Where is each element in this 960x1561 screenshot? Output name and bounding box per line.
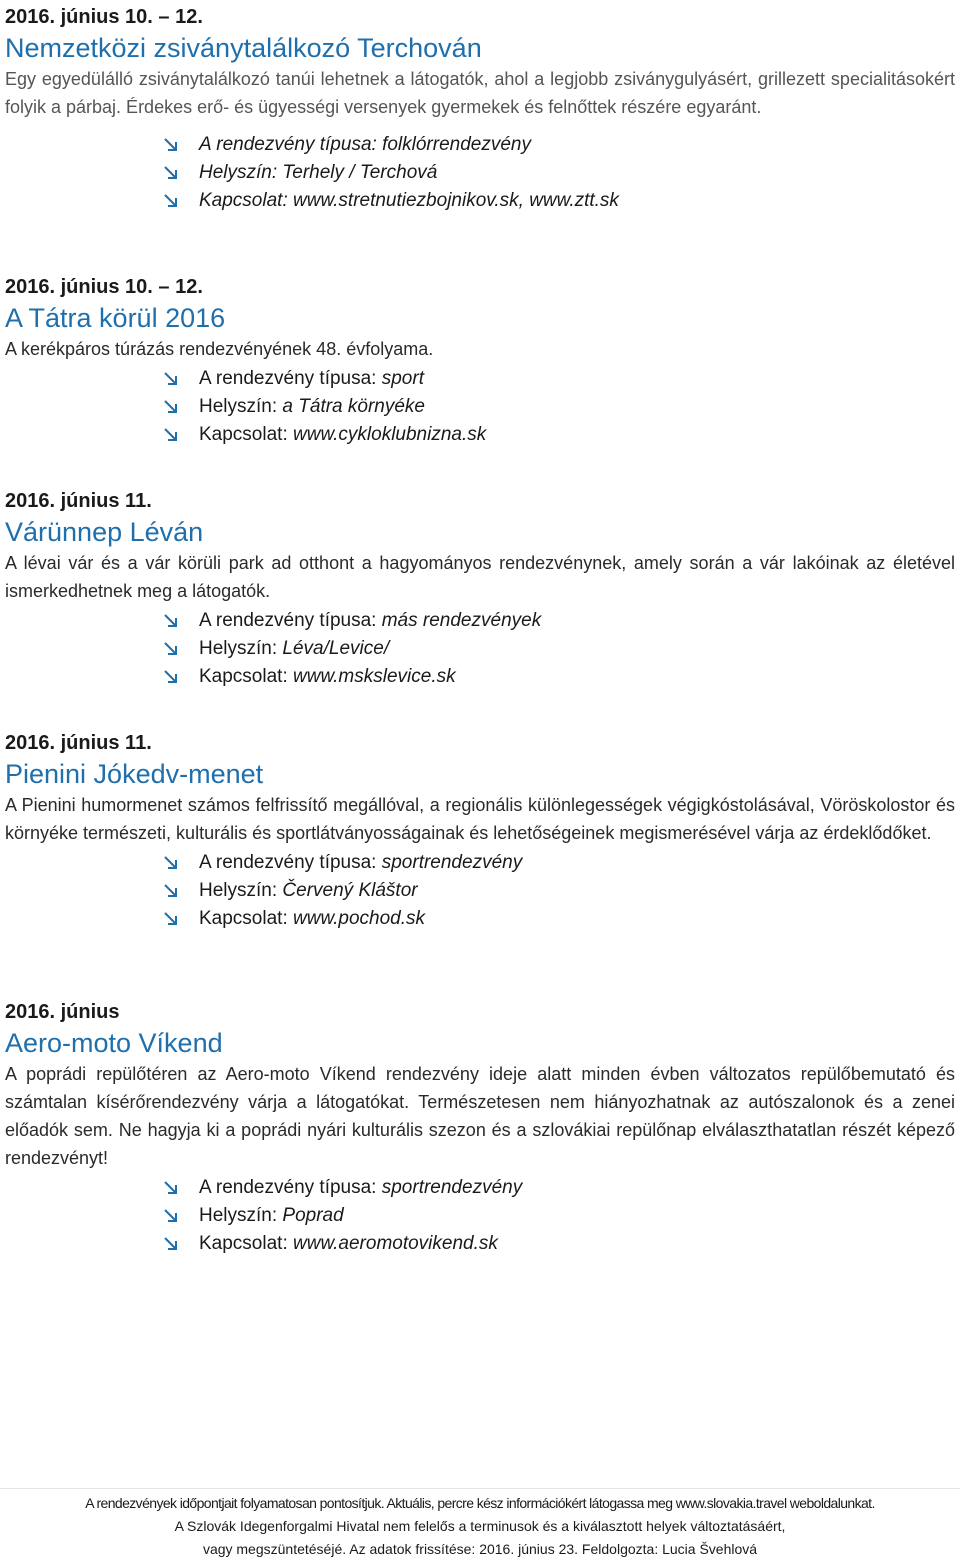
- event-contact-label: Kapcsolat:: [199, 666, 288, 687]
- event-contact-row: [163, 905, 955, 933]
- arrow-down-right-icon: [163, 427, 179, 443]
- event-2: [5, 276, 955, 449]
- arrow-down-right-icon: [163, 1236, 179, 1252]
- arrow-down-right-icon: [163, 669, 179, 685]
- event-place-label: Helyszín:: [199, 880, 278, 901]
- event-contact-link[interactable]: www.stretnutiezbojnikov.sk, www.ztt.sk: [293, 190, 619, 211]
- event-details: [5, 131, 955, 215]
- event-contact-label: Kapcsolat:: [199, 908, 288, 929]
- event-3: [5, 490, 955, 691]
- arrow-down-right-icon: [163, 137, 179, 153]
- arrow-down-right-icon: [163, 855, 179, 871]
- arrow-down-right-icon: [163, 613, 179, 629]
- event-type-label: A rendezvény típusa:: [199, 134, 377, 155]
- event-details: [5, 849, 955, 933]
- event-place-value: Terhely / Terchová: [282, 162, 438, 183]
- event-title: Várünnep Léván: [5, 517, 204, 547]
- footer-line-3: vagy megszüntetéséjé. Az adatok frissítése: 2016. június 23. Feldolgozta: Lucia Švehlová: [202, 1541, 758, 1557]
- event-type-row: [163, 365, 955, 393]
- arrow-down-right-icon: [163, 165, 179, 181]
- arrow-down-right-icon: [163, 883, 179, 899]
- event-type-label: A rendezvény típusa:: [199, 368, 377, 389]
- event-type-row: [163, 1174, 955, 1202]
- event-description: A kerékpáros túrázás rendezvényének 48. évfolyama.: [5, 339, 434, 359]
- event-type-value: folklórrendezvény: [382, 134, 531, 155]
- event-date: 2016. június: [5, 1001, 120, 1023]
- arrow-down-right-icon: [163, 399, 179, 415]
- event-type-row: [163, 849, 955, 877]
- arrow-down-right-icon: [163, 1180, 179, 1196]
- event-place-row: [163, 393, 955, 421]
- event-details: [5, 607, 955, 691]
- page-footer: [0, 1492, 960, 1561]
- event-title: A Tátra körül 2016: [5, 303, 226, 333]
- event-contact-link[interactable]: www.pochod.sk: [293, 908, 426, 929]
- event-title: Aero-moto Víkend: [5, 1028, 223, 1058]
- event-place-value: Léva/Levice/: [282, 638, 390, 659]
- arrow-down-right-icon: [163, 371, 179, 387]
- event-place-label: Helyszín:: [199, 396, 278, 417]
- event-type-value: sport: [381, 368, 424, 389]
- event-contact-row: [163, 187, 955, 215]
- event-contact-row: [163, 1230, 955, 1258]
- arrow-down-right-icon: [163, 641, 179, 657]
- event-date: 2016. június 11.: [5, 732, 152, 754]
- event-place-label: Helyszín:: [199, 162, 278, 183]
- arrow-down-right-icon: [163, 193, 179, 209]
- event-description: A Pienini humormenet számos felfrissítő megállóval, a regionális különlegességek végigkóstolásával, Vöröskolostor és környéke természeti, kulturális és sportlátványosságainak és lehetőségeinek megismerésével várja az érdeklődőket.: [5, 795, 955, 843]
- event-date: 2016. június 10. – 12.: [5, 276, 203, 298]
- event-details: [5, 365, 955, 449]
- event-type-row: [163, 131, 955, 159]
- event-contact-label: Kapcsolat:: [199, 424, 288, 445]
- event-description: A poprádi repülőtéren az Aero-moto Víkend rendezvény ideje alatt minden évben változatos repülőbemutató és számtalan kísérőrendezvény várja a látogatókat. Természetesen nem hiányozhatnak az autószalonok és a zenei előadók sem. Ne hagyja ki a poprádi nyári kulturális szezon és a szlovákiai repülőnap elválaszthatatlan részét képező rendezvényt!: [5, 1064, 955, 1168]
- footer-divider: [0, 1488, 960, 1489]
- event-contact-row: [163, 663, 955, 691]
- event-place-label: Helyszín:: [199, 638, 278, 659]
- event-type-value: más rendezvények: [381, 610, 542, 631]
- event-place-label: Helyszín:: [199, 1205, 278, 1226]
- footer-line-1: A rendezvények időpontjait folyamatosan pontosítjuk. Aktuális, percre kész információkért látogassa meg www.slovakia.travel weboldalunkat.: [85, 1495, 875, 1511]
- arrow-down-right-icon: [163, 911, 179, 927]
- event-contact-label: Kapcsolat:: [199, 190, 288, 211]
- event-place-value: a Tátra környéke: [282, 396, 425, 417]
- event-contact-row: [163, 421, 955, 449]
- event-5: [5, 1001, 955, 1258]
- event-description: Egy egyedülálló zsiványtalálkozó tanúi lehetnek a látogatók, ahol a legjobb zsiványgulyásért, grillezett specialitásokért folyik a párbaj. Érdekes erő- és ügyességi versenyek gyermekek és felnőttek részére egyaránt.: [5, 69, 955, 117]
- event-contact-label: Kapcsolat:: [199, 1233, 288, 1254]
- event-date: 2016. június 10. – 12.: [5, 6, 203, 28]
- event-contact-link[interactable]: www.cykloklubnizna.sk: [293, 424, 487, 445]
- event-place-row: [163, 159, 955, 187]
- event-type-value: sportrendezvény: [381, 1177, 523, 1198]
- event-type-value: sportrendezvény: [381, 852, 523, 873]
- event-description: A lévai vár és a vár körüli park ad otthont a hagyományos rendezvénynek, amely során a vár lakóinak az életével ismerkedhetnek meg a látogatók.: [5, 553, 955, 601]
- event-place-value: Poprad: [282, 1205, 344, 1226]
- event-contact-link[interactable]: www.aeromotovikend.sk: [293, 1233, 498, 1254]
- event-place-value: Červený Kláštor: [282, 880, 418, 901]
- footer-line-2: A Szlovák Idegenforgalmi Hivatal nem felelős a terminusok és a kiválasztott helyek változtatásáért,: [174, 1518, 786, 1534]
- event-date: 2016. június 11.: [5, 490, 152, 512]
- event-place-row: [163, 877, 955, 905]
- event-4: [5, 732, 955, 933]
- event-1: [5, 6, 955, 215]
- arrow-down-right-icon: [163, 1208, 179, 1224]
- event-type-label: A rendezvény típusa:: [199, 852, 377, 873]
- event-details: [5, 1174, 955, 1258]
- event-type-row: [163, 607, 955, 635]
- event-contact-link[interactable]: www.mskslevice.sk: [293, 666, 456, 687]
- event-title: Pienini Jókedv-menet: [5, 759, 264, 789]
- event-type-label: A rendezvény típusa:: [199, 610, 377, 631]
- event-title: Nemzetközi zsiványtalálkozó Terchován: [5, 33, 482, 63]
- event-type-label: A rendezvény típusa:: [199, 1177, 377, 1198]
- event-place-row: [163, 1202, 955, 1230]
- event-place-row: [163, 635, 955, 663]
